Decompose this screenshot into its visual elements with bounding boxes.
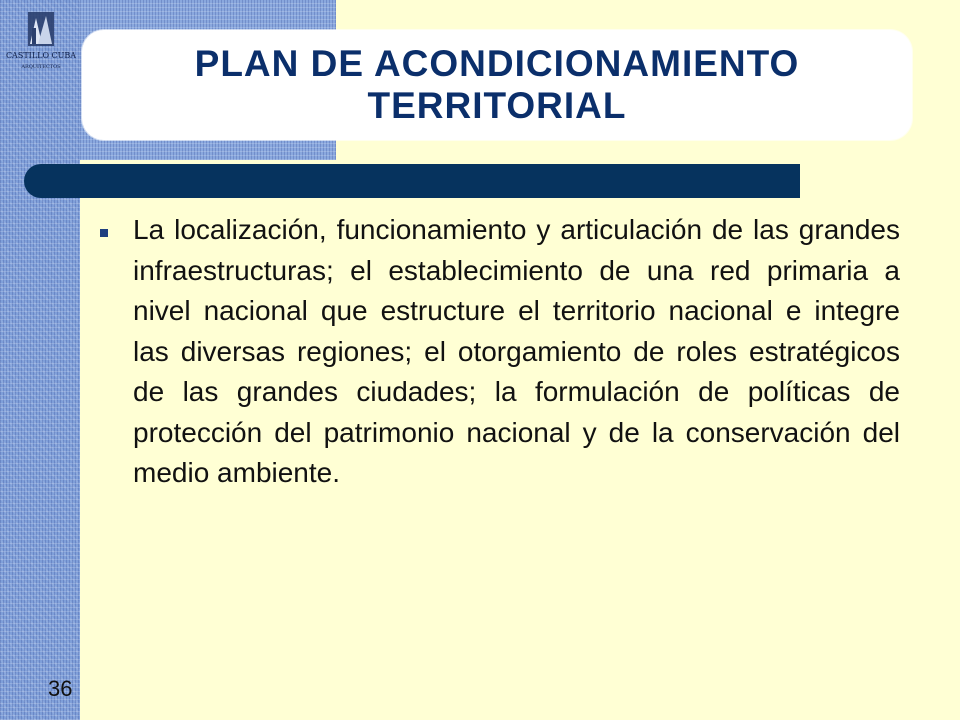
square-bullet-icon — [100, 229, 108, 237]
slide-title-line2: TERRITORIAL — [367, 85, 627, 126]
company-logo — [6, 8, 76, 78]
title-box — [82, 30, 912, 140]
accent-bar — [24, 164, 800, 198]
page-number: 36 — [48, 676, 73, 701]
slide-body — [100, 210, 900, 494]
bullet-text: La localización, funcionamiento y articulación de las grandes infraestructuras; el establecimiento de una red primaria a nivel nacional que estructure el territorio nacional e integre las diversas regiones; el otorgamiento de roles estratégicos de las grandes ciudades; la formulación de políticas de protección del patrimonio nacional y de la conservación del medio ambiente. — [133, 214, 900, 488]
slide-title-line1: PLAN DE ACONDICIONAMIENTO — [194, 43, 800, 84]
side-pattern-panel — [0, 0, 80, 720]
building-logo-icon — [6, 8, 76, 78]
bullet-item — [100, 210, 900, 494]
logo-text-line1: CASTILLO CUBA — [6, 51, 76, 60]
logo-text-line2: ARQUITECTOS — [21, 64, 61, 70]
